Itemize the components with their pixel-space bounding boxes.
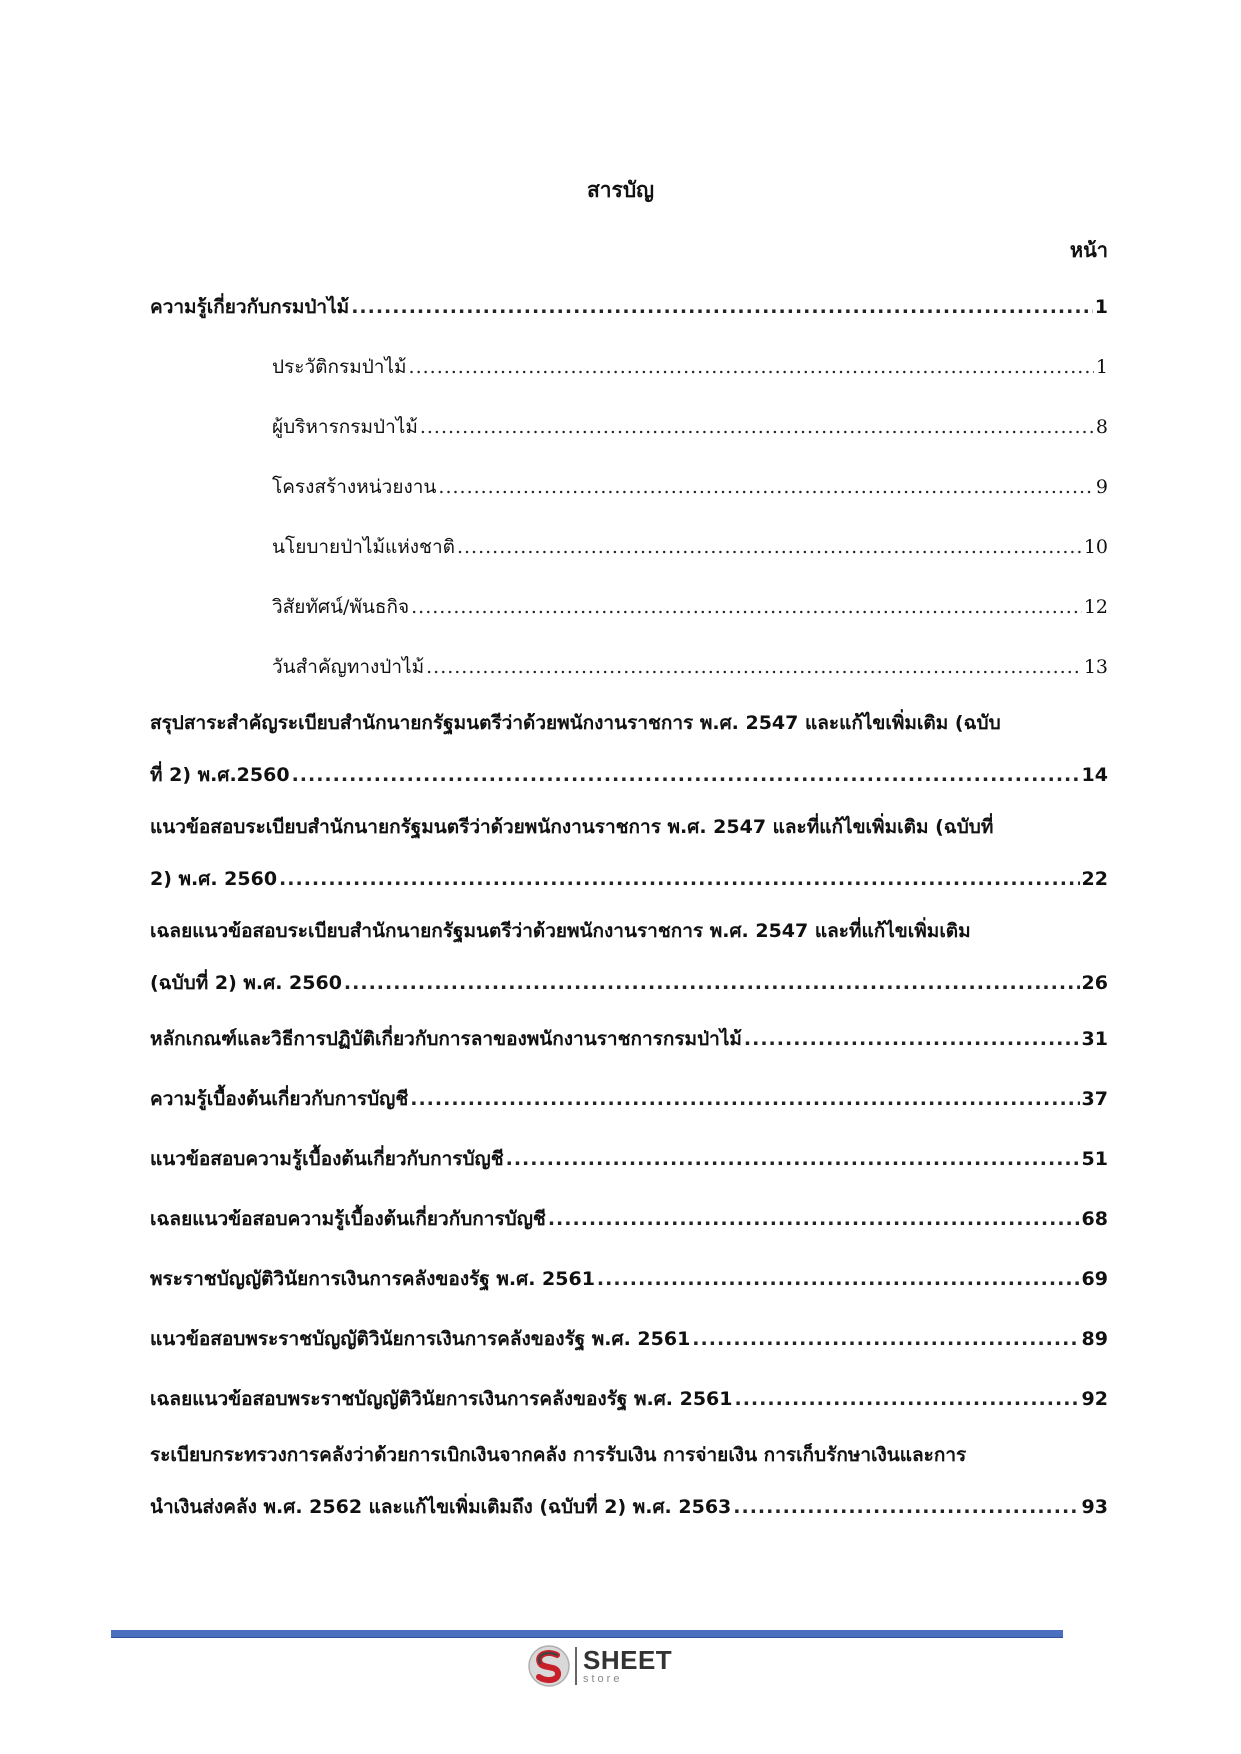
- toc-entry[interactable]: [150, 1264, 1108, 1294]
- toc-entry-text: แนวข้อสอบพระราชบัญญัติวินัยการเงินการคลังของรัฐ พ.ศ. 2561: [150, 1328, 691, 1350]
- toc-entry-text: ความรู้เบื้องต้นเกี่ยวกับการบัญชี: [150, 1088, 409, 1110]
- toc-entry[interactable]: [150, 1440, 1108, 1522]
- toc-page-number: 22: [1081, 868, 1108, 890]
- toc-subentry[interactable]: [272, 532, 1108, 562]
- toc-page-number: 93: [1081, 1496, 1108, 1518]
- toc-page-number: 37: [1081, 1088, 1108, 1110]
- toc-entry-text-line2: ที่ 2) พ.ศ.2560: [150, 764, 290, 786]
- toc-entry-text: ผู้บริหารกรมป่าไม้: [272, 416, 418, 438]
- leader-dots: [411, 596, 1082, 618]
- logo-subtext: store: [583, 1673, 623, 1685]
- leader-dots: [597, 1268, 1080, 1290]
- toc-entry-text-line1: ระเบียบกระทรวงการคลังว่าด้วยการเบิกเงินจากคลัง การรับเงิน การจ่ายเงิน การเก็บรักษาเงินและการ: [150, 1444, 967, 1466]
- toc-entry-text-line1: เฉลยแนวข้อสอบระเบียบสำนักนายกรัฐมนตรีว่าด้วยพนักงานราชการ พ.ศ. 2547 และที่แก้ไขเพิ่มเติม: [150, 920, 971, 942]
- toc-entry[interactable]: [150, 708, 1108, 790]
- toc-entry[interactable]: [150, 916, 1108, 998]
- toc-page-number: 13: [1083, 656, 1108, 678]
- leader-dots: [426, 656, 1082, 678]
- leader-dots: [457, 536, 1082, 558]
- toc-entry-text: เฉลยแนวข้อสอบพระราชบัญญัติวินัยการเงินการคลังของรัฐ พ.ศ. 2561: [150, 1388, 733, 1410]
- leader-dots: [506, 1148, 1080, 1170]
- footer-rule: [111, 1630, 1063, 1638]
- toc-page-number: 68: [1081, 1208, 1108, 1230]
- toc-entry[interactable]: [150, 1144, 1108, 1174]
- leader-dots: [733, 1496, 1079, 1518]
- toc-page-number: 14: [1081, 764, 1108, 786]
- leader-dots: [692, 1328, 1079, 1350]
- leader-dots: [438, 476, 1094, 498]
- toc-entry[interactable]: [150, 1084, 1108, 1114]
- toc-entry[interactable]: [150, 292, 1108, 322]
- leader-dots: [279, 868, 1080, 890]
- leader-dots: [410, 1088, 1079, 1110]
- toc-entry-text: เฉลยแนวข้อสอบความรู้เบื้องต้นเกี่ยวกับการบัญชี: [150, 1208, 546, 1230]
- toc-page-number: 8: [1095, 416, 1108, 438]
- toc-page-number: 31: [1081, 1028, 1108, 1050]
- leader-dots: [420, 416, 1094, 438]
- toc-subentry[interactable]: [272, 472, 1108, 502]
- toc-page-number: 89: [1081, 1328, 1108, 1350]
- toc-entry-text: แนวข้อสอบความรู้เบื้องต้นเกี่ยวกับการบัญชี: [150, 1148, 504, 1170]
- toc-entry[interactable]: [150, 1024, 1108, 1054]
- toc-entry-text-line2: (ฉบับที่ 2) พ.ศ. 2560: [150, 972, 342, 994]
- toc-subentry[interactable]: [272, 652, 1108, 682]
- toc-subentry[interactable]: [272, 352, 1108, 382]
- toc-page-number: 26: [1081, 972, 1108, 994]
- toc-entry-text-line1: แนวข้อสอบระเบียบสำนักนายกรัฐมนตรีว่าด้วยพนักงานราชการ พ.ศ. 2547 และที่แก้ไขเพิ่มเติม (ฉบับที่: [150, 816, 994, 838]
- toc-page-number: 92: [1081, 1388, 1108, 1410]
- sheet-store-logo-icon: [527, 1644, 571, 1688]
- page-title: สารบัญ: [586, 178, 655, 202]
- leader-dots: [735, 1388, 1080, 1410]
- toc-entry-text-line2: 2) พ.ศ. 2560: [150, 868, 278, 890]
- leader-dots: [292, 764, 1080, 786]
- logo-separator: [575, 1647, 577, 1685]
- toc-entry-text: หลักเกณฑ์และวิธีการปฏิบัติเกี่ยวกับการลาของพนักงานราชการกรมป่าไม้: [150, 1028, 742, 1050]
- toc-page-number: 69: [1081, 1268, 1108, 1290]
- toc-page-number: 1: [1094, 296, 1108, 318]
- toc-page-number: 10: [1083, 536, 1108, 558]
- toc-entry[interactable]: [150, 1204, 1108, 1234]
- leader-dots: [409, 356, 1094, 378]
- leader-dots: [344, 972, 1080, 994]
- leader-dots: [744, 1028, 1080, 1050]
- toc-page-number: 9: [1095, 476, 1108, 498]
- toc-entry-text: ความรู้เกี่ยวกับกรมป่าไม้: [150, 296, 350, 318]
- toc-entry-text: โครงสร้างหน่วยงาน: [272, 476, 437, 498]
- toc-entry-text-line2: นำเงินส่งคลัง พ.ศ. 2562 และแก้ไขเพิ่มเติมถึง (ฉบับที่ 2) พ.ศ. 2563: [150, 1496, 732, 1518]
- toc-entry-text: วิสัยทัศน์/พันธกิจ: [272, 596, 410, 618]
- leader-dots: [548, 1208, 1080, 1230]
- toc-entry[interactable]: [150, 812, 1108, 894]
- toc-entry-text-line1: สรุปสาระสำคัญระเบียบสำนักนายกรัฐมนตรีว่าด้วยพนักงานราชการ พ.ศ. 2547 และแก้ไขเพิ่มเติม (ฉบับ: [150, 712, 1001, 734]
- page-column-header: หน้า: [1069, 238, 1108, 262]
- toc-entry-text: พระราชบัญญัติวินัยการเงินการคลังของรัฐ พ.ศ. 2561: [150, 1268, 595, 1290]
- toc-page-number: 51: [1081, 1148, 1108, 1170]
- toc-entry-text: วันสำคัญทางป่าไม้: [272, 656, 425, 678]
- toc-entry[interactable]: [150, 1384, 1108, 1414]
- toc-entry[interactable]: [150, 1324, 1108, 1354]
- toc-entry-text: ประวัติกรมป่าไม้: [272, 356, 407, 378]
- toc-subentry[interactable]: [272, 592, 1108, 622]
- toc-subentry[interactable]: [272, 412, 1108, 442]
- toc-entry-text: นโยบายป่าไม้แห่งชาติ: [272, 536, 455, 558]
- logo-wordmark: SHEET: [583, 1645, 673, 1675]
- sheet-store-logo: [527, 1644, 687, 1688]
- toc-page-number: 12: [1083, 596, 1108, 618]
- toc-page-number: 1: [1095, 356, 1108, 378]
- leader-dots: [351, 296, 1093, 318]
